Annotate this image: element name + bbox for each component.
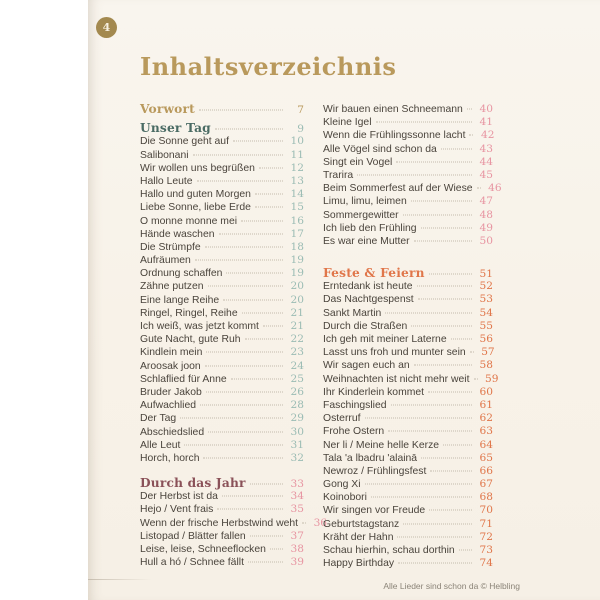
leader-dots (233, 141, 283, 142)
entry-title: Happy Birthday (323, 558, 395, 570)
entry-title: Listopad / Blätter fallen (140, 530, 246, 542)
entry-title: O monne monne mei (140, 215, 238, 227)
toc-entry (323, 209, 493, 222)
toc-entry (323, 129, 493, 142)
toc-entry (323, 544, 493, 557)
entry-title: Kindlein mein (140, 347, 203, 359)
toc-entry (323, 169, 493, 182)
toc-entry (323, 235, 493, 248)
toc-page (88, 0, 600, 600)
toc-section-heading (323, 267, 493, 280)
toc-entry (323, 439, 493, 452)
leader-dots (250, 535, 283, 536)
entry-title: Wir sagen euch an (323, 360, 410, 372)
leader-dots (205, 365, 283, 366)
toc-entry (323, 412, 493, 425)
toc-entry (323, 195, 493, 208)
entry-page-number: 35 (290, 503, 304, 516)
entry-title: Schau hierhin, schau dorthin (323, 545, 455, 556)
leader-dots (208, 431, 283, 432)
entry-title: Zähne putzen (140, 281, 204, 293)
toc-entry (140, 241, 304, 254)
entry-page-number: 11 (290, 148, 304, 161)
entry-title: Wir bauen einen Schneemann (323, 104, 463, 115)
entry-page-number: 26 (290, 385, 304, 398)
entry-title: Singt ein Vogel (323, 156, 393, 168)
entry-page-number: 29 (290, 412, 304, 425)
toc-entry (323, 182, 502, 195)
entry-page-number: 24 (290, 359, 304, 372)
entry-title: Aufräumen (140, 255, 191, 267)
entry-page-number: 16 (290, 214, 304, 227)
entry-page-number: 73 (479, 544, 493, 556)
entry-page-number: 13 (290, 174, 304, 187)
entry-title: Wir wollen uns begrüßen (140, 162, 255, 174)
leader-dots (443, 444, 472, 445)
leader-dots (414, 365, 472, 366)
leader-dots (385, 312, 472, 313)
entry-page-number: 14 (290, 188, 304, 201)
entry-title: Die Sonne geht auf (140, 136, 229, 148)
entry-page-number: 15 (290, 201, 304, 214)
toc-entry (323, 320, 493, 333)
toc-entry (323, 518, 493, 531)
leader-dots (371, 497, 472, 498)
toc-entry (140, 386, 304, 399)
leader-dots (217, 509, 283, 510)
leader-dots (184, 444, 283, 445)
toc-entry (140, 516, 328, 530)
entry-title: Schlaflied für Anne (140, 373, 227, 385)
toc-entry (140, 439, 304, 452)
entry-page-number: 10 (290, 135, 304, 148)
entry-title: Ringel, Ringel, Reihe (140, 307, 238, 319)
entry-page-number: 51 (479, 268, 493, 281)
entry-title: Geburtstagstanz (323, 518, 400, 530)
toc-entry (140, 280, 304, 293)
entry-page-number: 38 (290, 543, 304, 555)
entry-title: Ihr Kinderlein kommet (323, 386, 425, 398)
entry-title: Lasst uns froh und munter sein (323, 347, 466, 359)
toc-entry (323, 452, 493, 465)
leader-dots (428, 391, 472, 392)
leader-dots (376, 122, 472, 123)
entry-title: Liebe Sonne, liebe Erde (140, 202, 251, 214)
entry-title: Faschingslied (323, 399, 387, 411)
leader-dots (248, 562, 283, 563)
entry-title: Der Herbst ist da (140, 491, 218, 503)
leader-dots (467, 109, 472, 110)
toc-entry (140, 530, 304, 543)
toc-entry (140, 426, 304, 439)
entry-title: Gute Nacht, gute Ruh (140, 334, 241, 346)
toc-entry (323, 372, 499, 386)
toc-entry (323, 307, 493, 320)
entry-page-number: 59 (485, 372, 499, 385)
footer-credit: Alle Lieder sind schon da © Helbling (383, 581, 520, 591)
toc-entry (140, 543, 304, 556)
entry-title: Hallo und guten Morgen (140, 189, 251, 201)
toc-entry (140, 360, 304, 373)
entry-title: Es war eine Mutter (323, 235, 410, 247)
toc-entry (140, 188, 304, 201)
leader-dots (215, 129, 283, 130)
entry-page-number: 45 (479, 168, 493, 181)
leader-dots (259, 167, 283, 168)
entry-page-number: 54 (479, 306, 493, 319)
leader-dots (441, 148, 472, 149)
entry-page-number: 40 (479, 103, 493, 115)
entry-page-number: 52 (479, 280, 493, 293)
toc-entry (140, 373, 304, 386)
leader-dots (421, 457, 472, 458)
entry-title: Aroosak joon (140, 360, 201, 372)
entry-title: Osterruf (323, 413, 361, 425)
entry-page-number: 39 (290, 556, 304, 569)
entry-title: Sommergewitter (323, 209, 399, 221)
leader-dots (219, 233, 283, 234)
toc-entry (140, 254, 304, 267)
toc-entry (140, 228, 304, 241)
leader-dots (203, 457, 283, 458)
leader-dots (199, 110, 283, 111)
toc-entry (323, 465, 493, 478)
toc-entry (323, 293, 493, 306)
entry-page-number: 58 (479, 359, 493, 372)
leader-dots (421, 227, 472, 228)
toc-entry (140, 267, 304, 280)
entry-page-number: 19 (290, 254, 304, 267)
entry-title: Bruder Jakob (140, 386, 202, 398)
entry-title: Unser Tag (140, 121, 211, 136)
entry-page-number: 7 (297, 104, 304, 116)
entry-page-number: 28 (290, 399, 304, 412)
toc-entry (140, 399, 304, 412)
entry-page-number: 25 (290, 372, 304, 385)
toc-entry (323, 491, 493, 504)
entry-page-number: 12 (290, 161, 304, 174)
leader-dots (451, 339, 472, 340)
entry-title: Tala 'a lbadru 'alainā (323, 452, 418, 464)
leader-dots (429, 274, 472, 275)
entry-page-number: 36 (313, 516, 328, 529)
entry-page-number: 21 (290, 320, 304, 332)
toc-entry (323, 478, 493, 491)
entry-title: Frohe Ostern (323, 426, 385, 438)
toc-entry (140, 135, 304, 148)
entry-title: Wenn der frische Herbstwind weht (140, 517, 299, 529)
leader-dots (206, 391, 283, 392)
entry-title: Wir singen vor Freude (323, 505, 426, 517)
entry-title: Die Strümpfe (140, 241, 201, 253)
entry-title: Ordnung schaffen (140, 268, 223, 280)
entry-title: Erntedank ist heute (323, 281, 413, 293)
leader-dots (411, 201, 472, 202)
leader-dots (459, 550, 472, 551)
leader-dots (391, 404, 472, 405)
entry-title: Wenn die Frühlingssonne lacht (323, 130, 466, 142)
leader-dots (206, 352, 283, 353)
toc-section-heading (140, 122, 304, 135)
leader-dots (470, 352, 474, 353)
toc-entry (140, 307, 304, 320)
entry-title: Aufwachlied (140, 400, 197, 412)
toc-entry (323, 425, 493, 438)
leader-dots (365, 484, 472, 485)
entry-title: Horch, horch (140, 452, 200, 464)
leader-dots (396, 161, 472, 162)
leader-dots (255, 207, 283, 208)
toc-entry (140, 452, 304, 465)
entry-page-number: 34 (290, 490, 304, 503)
page-number-badge: 4 (96, 17, 117, 38)
entry-title: Gong Xi (323, 479, 361, 491)
entry-title: Newroz / Frühlingsfest (323, 465, 427, 477)
entry-page-number: 74 (479, 557, 493, 570)
section-gap (323, 248, 493, 267)
entry-page-number: 64 (479, 438, 493, 451)
entry-title: Leise, leise, Schneeflocken (140, 544, 266, 555)
leader-dots (469, 135, 473, 136)
entry-page-number: 57 (481, 346, 495, 359)
entry-title: Hände waschen (140, 228, 215, 240)
page-title: Inhaltsverzeichnis (140, 52, 397, 81)
entry-title: Abschiedslied (140, 426, 205, 438)
entry-page-number: 44 (479, 155, 493, 168)
entry-page-number: 19 (290, 267, 304, 280)
entry-title: Kräht der Hahn (323, 531, 394, 543)
leader-dots (255, 194, 283, 195)
toc-entry (323, 156, 493, 169)
toc-entry (140, 201, 304, 214)
entry-title: Beim Sommerfest auf der Wiese (323, 183, 473, 195)
entry-page-number: 18 (290, 240, 304, 253)
toc-entry (140, 215, 304, 228)
entry-title: Sankt Martin (323, 307, 382, 319)
entry-title: Weihnachten ist nicht mehr weit (323, 373, 470, 385)
leader-dots (180, 418, 283, 419)
entry-title: Alle Vögel sind schon da (323, 143, 437, 155)
toc-entry (140, 294, 304, 307)
leader-dots (411, 325, 472, 326)
leader-dots (302, 522, 306, 523)
leader-dots (245, 339, 283, 340)
toc-entry (140, 149, 304, 162)
leader-dots (429, 510, 472, 511)
leader-dots (270, 549, 283, 550)
leader-dots (365, 418, 472, 419)
toc-entry (323, 103, 493, 116)
leader-dots (205, 246, 283, 247)
leader-dots (226, 273, 283, 274)
entry-title: Trarira (323, 169, 354, 181)
entry-page-number: 9 (297, 123, 304, 136)
toc-entry (140, 412, 304, 425)
leader-dots (193, 154, 283, 155)
toc-entry (140, 556, 304, 569)
toc-entry (140, 162, 304, 175)
entry-page-number: 66 (479, 464, 493, 477)
entry-page-number: 20 (290, 293, 304, 306)
toc-entry (140, 175, 304, 188)
entry-title: Der Tag (140, 413, 177, 425)
entry-title: Hallo Leute (140, 175, 193, 187)
entry-page-number: 32 (290, 451, 304, 464)
entry-page-number: 47 (479, 195, 493, 208)
toc-entry (323, 531, 493, 544)
entry-page-number: 22 (290, 333, 304, 346)
toc-entry (323, 504, 493, 517)
leader-dots (403, 214, 472, 215)
entry-page-number: 20 (290, 280, 304, 293)
entry-title: Durch die Straßen (323, 320, 408, 332)
entry-title: Kleine Igel (323, 117, 372, 129)
toc-entry (323, 399, 493, 412)
toc-entry (323, 143, 493, 156)
toc-entry (323, 280, 493, 293)
leader-dots (414, 240, 472, 241)
toc-entry (140, 490, 304, 503)
toc-column-right (323, 103, 502, 570)
entry-page-number: 65 (479, 451, 493, 464)
leader-dots (474, 378, 478, 379)
entry-title: Ich weiß, was jetzt kommt (140, 321, 259, 332)
entry-title: Hejo / Vent frais (140, 504, 214, 516)
entry-page-number: 23 (290, 346, 304, 359)
entry-title: Alle Leut (140, 439, 181, 451)
entry-page-number: 62 (479, 412, 493, 425)
leader-dots (241, 220, 283, 221)
entry-page-number: 42 (481, 129, 495, 142)
leader-dots (388, 431, 472, 432)
entry-page-number: 31 (290, 438, 304, 451)
toc-column-left (140, 102, 328, 569)
leader-dots (430, 470, 472, 471)
leader-dots (403, 523, 472, 524)
toc-entry (140, 346, 304, 359)
toc-section-heading (140, 477, 304, 490)
entry-title: Salibonani (140, 149, 189, 161)
entry-page-number: 50 (479, 234, 493, 247)
leader-dots (357, 174, 472, 175)
leader-dots (200, 405, 283, 406)
leader-dots (397, 536, 472, 537)
entry-page-number: 61 (479, 398, 493, 411)
entry-page-number: 41 (479, 116, 493, 129)
toc-entry (323, 222, 493, 235)
entry-title: Koinobori (323, 492, 367, 504)
entry-title: Eine lange Reihe (140, 294, 220, 306)
leader-dots (222, 496, 283, 497)
leader-dots (398, 563, 472, 564)
entry-page-number: 67 (479, 478, 493, 491)
toc-entry (323, 116, 493, 129)
leader-dots (418, 299, 472, 300)
leader-dots (417, 286, 472, 287)
entry-page-number: 37 (290, 529, 304, 542)
entry-page-number: 33 (290, 478, 304, 491)
entry-page-number: 48 (479, 208, 493, 221)
toc-entry (323, 359, 493, 372)
entry-title: Limu, limu, leimen (323, 196, 407, 208)
leader-dots (477, 188, 481, 189)
entry-page-number: 30 (290, 425, 304, 438)
leader-dots (223, 299, 283, 300)
entry-page-number: 17 (290, 227, 304, 240)
page-edge-line (88, 579, 152, 580)
entry-page-number: 55 (479, 319, 493, 332)
toc-section-heading (140, 103, 304, 116)
entry-page-number: 63 (479, 425, 493, 438)
entry-title: Das Nachtgespenst (323, 294, 414, 306)
leader-dots (208, 286, 283, 287)
toc-entry (323, 346, 493, 359)
leader-dots (231, 378, 283, 379)
leader-dots (195, 260, 283, 261)
toc-entry (140, 320, 304, 333)
toc-entry (140, 333, 304, 346)
entry-page-number: 21 (290, 306, 304, 319)
entry-title: Hull a hó / Schnee fällt (140, 557, 244, 569)
entry-title: Vorwort (140, 102, 195, 116)
entry-page-number: 68 (479, 491, 493, 504)
entry-title: Durch das Jahr (140, 476, 246, 491)
toc-entry (323, 557, 493, 570)
entry-title: Ich lieb den Frühling (323, 222, 417, 234)
entry-page-number: 49 (479, 221, 493, 234)
leader-dots (250, 484, 283, 485)
entry-page-number: 71 (479, 517, 493, 530)
toc-entry (323, 386, 493, 399)
leader-dots (197, 180, 283, 181)
entry-page-number: 43 (479, 142, 493, 155)
entry-page-number: 70 (479, 504, 493, 517)
entry-page-number: 60 (479, 385, 493, 398)
entry-title: Ner li / Meine helle Kerze (323, 439, 440, 451)
entry-page-number: 56 (479, 333, 493, 345)
toc-entry (323, 333, 493, 346)
entry-page-number: 53 (479, 293, 493, 306)
entry-page-number: 46 (488, 182, 502, 195)
entry-page-number: 72 (479, 530, 493, 543)
toc-entry (140, 503, 304, 516)
leader-dots (263, 326, 283, 327)
entry-title: Feste & Feiern (323, 266, 425, 281)
entry-title: Ich geh mit meiner Laterne (323, 334, 447, 345)
leader-dots (242, 312, 283, 313)
